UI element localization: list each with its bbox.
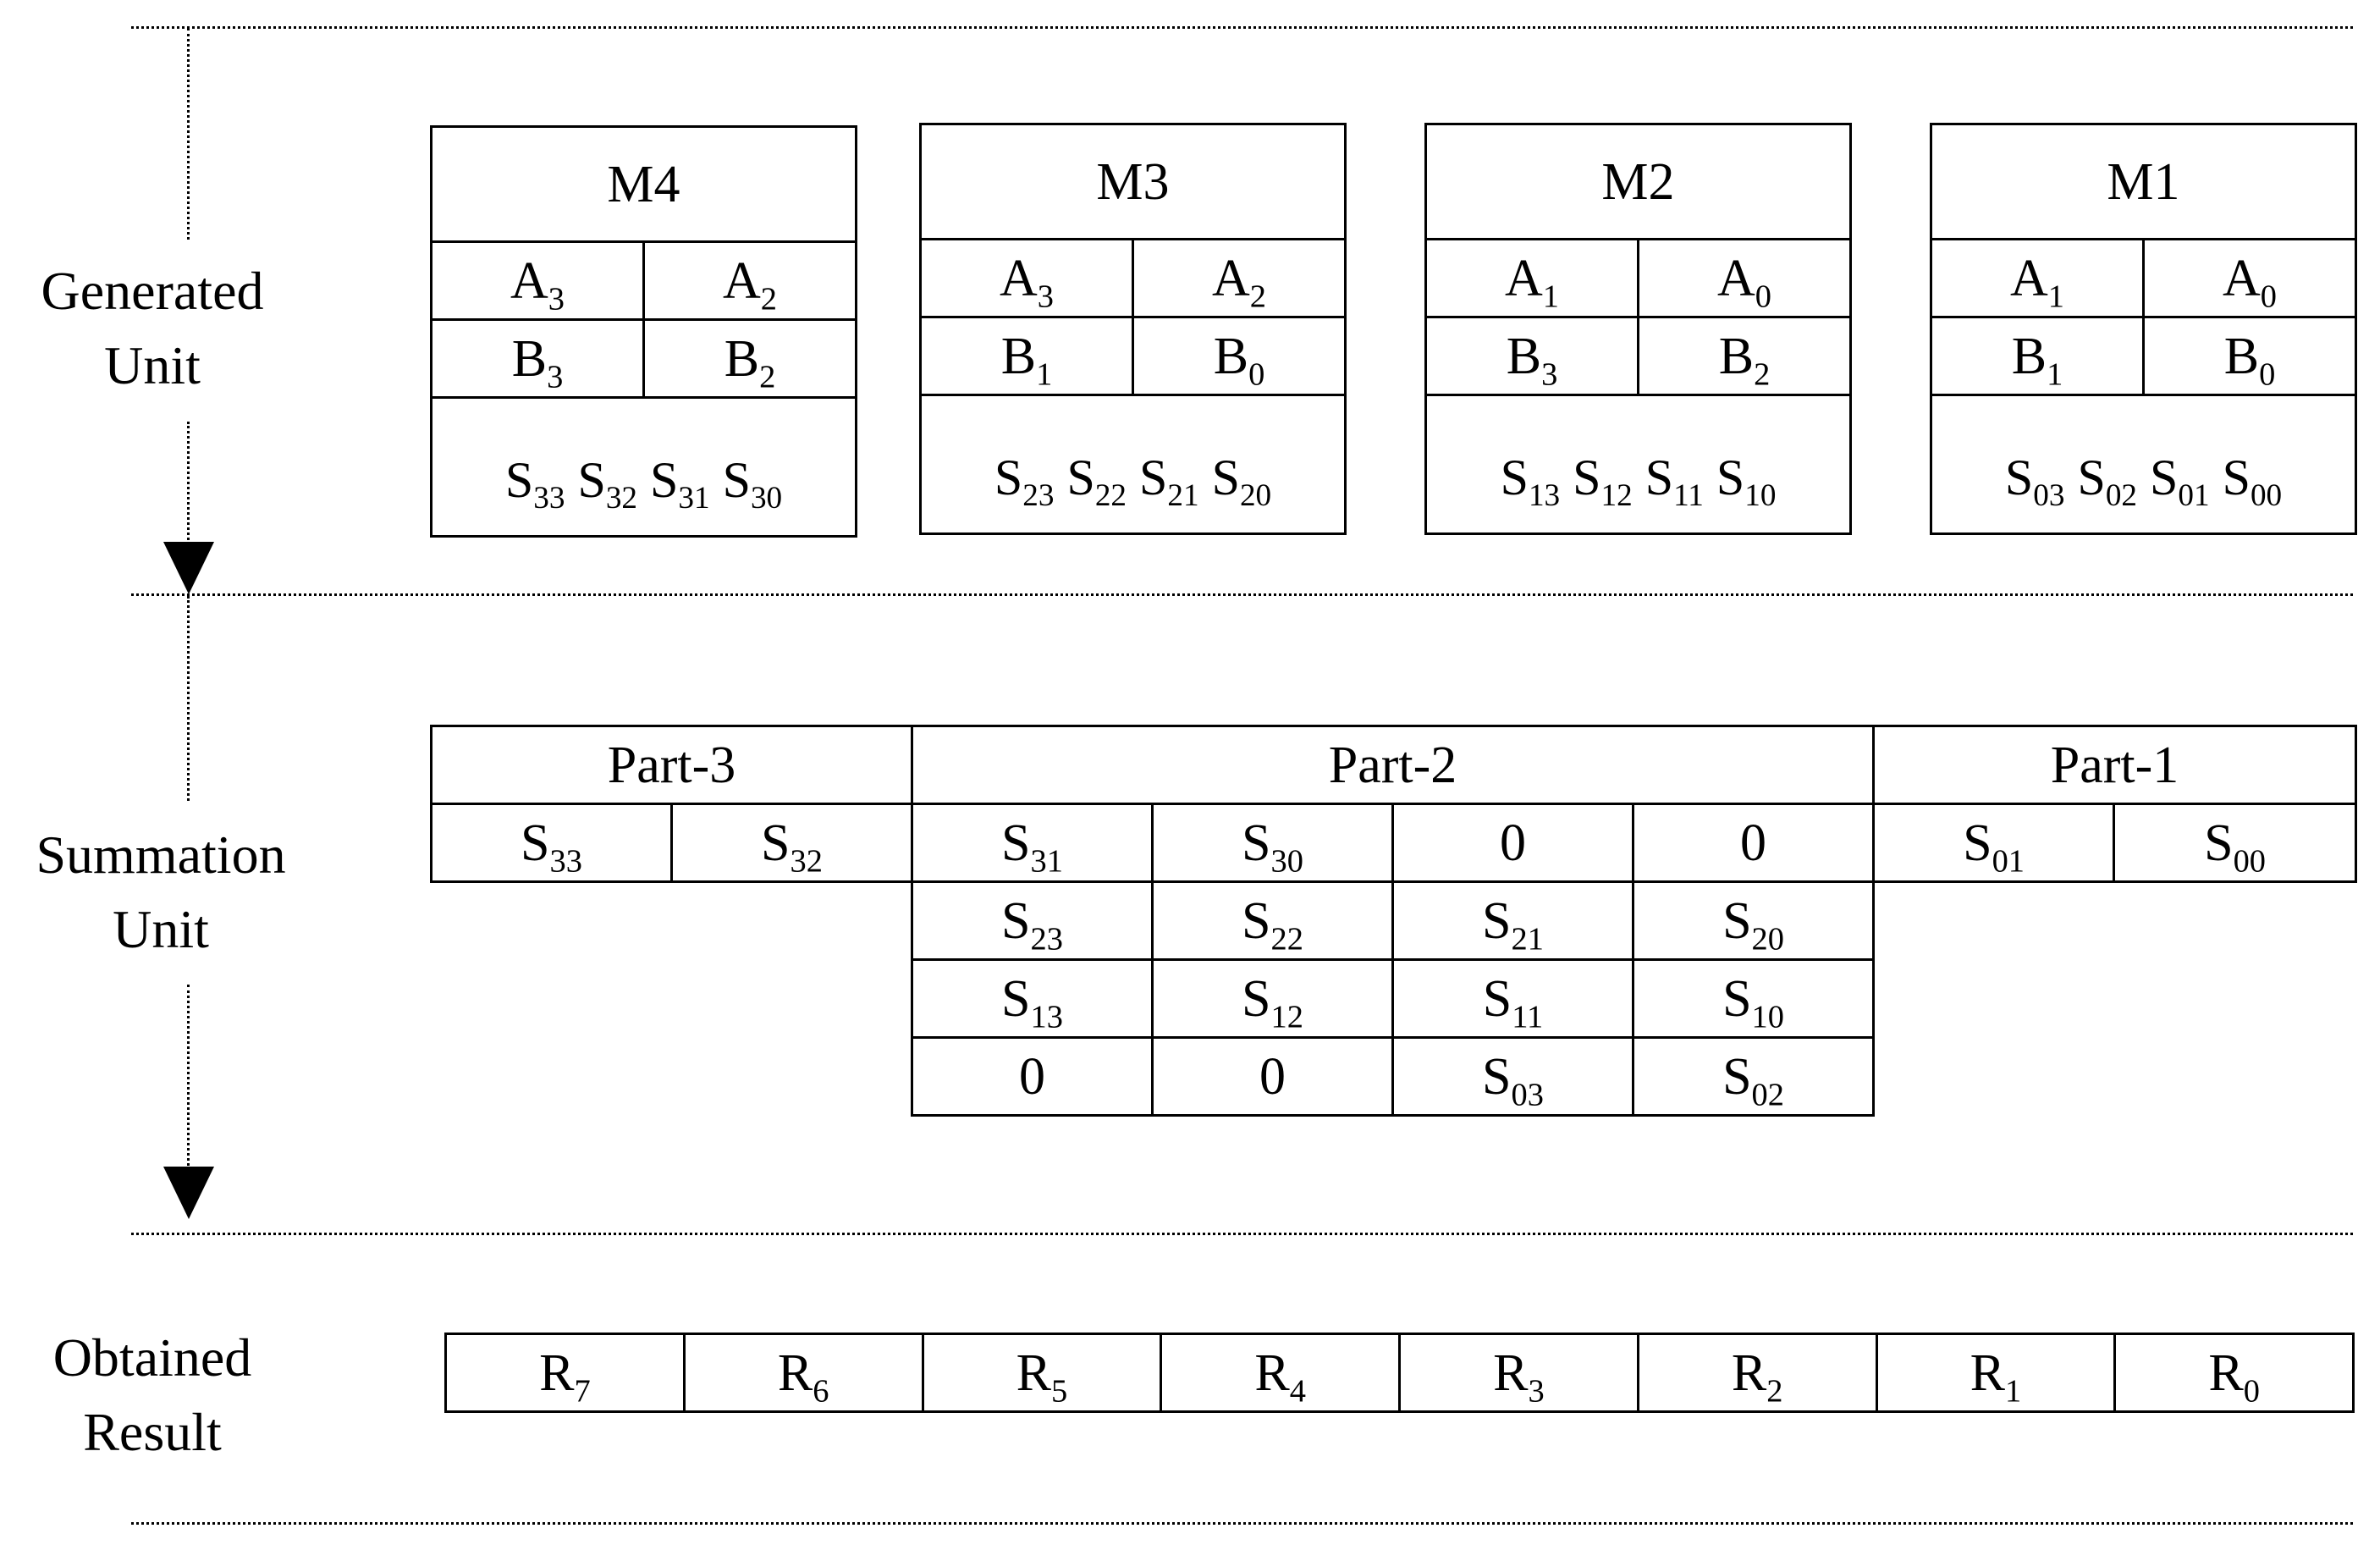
sum-term: $S_{32}$ (761, 814, 823, 879)
operand-a: $A_2$ (1212, 249, 1266, 314)
empty-cell (2114, 882, 2356, 960)
operand-b: $B_1$ (2011, 327, 2063, 392)
operand-cell (1133, 240, 1346, 317)
result-bit: $R_4$ (1254, 1344, 1306, 1409)
separator-generated-summation (131, 593, 2353, 596)
sum-term: $S_{21}$ (1482, 891, 1544, 957)
operand-b: $B_3$ (511, 329, 564, 395)
arrow-down-icon (163, 542, 214, 594)
sum-term: $S_{10}$ (1722, 969, 1784, 1035)
label-line: Generated (41, 261, 264, 321)
empty-cell (672, 882, 912, 960)
arrow-down-icon (163, 1167, 214, 1219)
operand-b: $B_2$ (724, 329, 776, 395)
operand-a: $A_0$ (2223, 249, 2277, 314)
module-title: M4 (432, 127, 857, 242)
partial-sum: $S_{33}$ (504, 451, 565, 516)
sum-term: $S_{31}$ (1001, 814, 1063, 879)
flow-line-1a (187, 28, 190, 240)
sum-cell (2114, 804, 2356, 882)
sum-cell (912, 882, 1153, 960)
sum-cell (912, 1038, 1153, 1116)
partial-sum: $S_{00}$ (2222, 449, 2283, 513)
module-m2 (1424, 123, 1852, 535)
operand-cell (644, 320, 857, 398)
operand-cell (2144, 240, 2356, 317)
partial-sum: $S_{32}$ (577, 451, 637, 516)
label-summation-unit (17, 818, 305, 967)
sum-term: $S_{13}$ (1001, 969, 1063, 1035)
sum-cell (1393, 1038, 1633, 1116)
sum-term: 0 (1259, 1047, 1286, 1106)
partial-sum: $S_{12}$ (1573, 449, 1633, 513)
sum-term: $S_{30}$ (1242, 814, 1303, 879)
partial-sum: $S_{10}$ (1716, 449, 1777, 513)
partial-sums-cell (1426, 395, 1851, 534)
operand-b: $B_0$ (2223, 327, 2276, 392)
partial-sums-cell (1931, 395, 2356, 534)
sum-term: $S_{03}$ (1482, 1047, 1544, 1112)
sum-term: 0 (1500, 814, 1526, 872)
sum-cell (1393, 882, 1633, 960)
sum-term: $S_{33}$ (521, 814, 582, 879)
flow-line-1b (187, 422, 190, 544)
label-obtained-result (17, 1321, 288, 1470)
partial-sum: $S_{23}$ (994, 449, 1055, 513)
operand-b: $B_0$ (1213, 327, 1265, 392)
empty-cell (672, 960, 912, 1038)
operand-cell (644, 242, 857, 320)
result-bit: $R_5$ (1016, 1344, 1068, 1409)
operand-cell (921, 240, 1133, 317)
sum-cell (1633, 882, 1874, 960)
sum-term: $S_{12}$ (1242, 969, 1303, 1035)
partial-sum: $S_{02}$ (2077, 449, 2137, 513)
sum-term: $S_{22}$ (1242, 891, 1303, 957)
sum-term: $S_{23}$ (1001, 891, 1063, 957)
empty-cell (432, 882, 672, 960)
sum-term: 0 (1019, 1047, 1045, 1106)
module-m3 (919, 123, 1347, 535)
sum-term: 0 (1740, 814, 1767, 872)
operand-cell (1639, 317, 1851, 395)
part-header-2: Part-2 (912, 726, 1874, 804)
operand-a: $A_3$ (1000, 249, 1054, 314)
sum-cell (1153, 960, 1393, 1038)
sum-cell (1633, 960, 1874, 1038)
sum-cell (1874, 804, 2114, 882)
empty-cell (432, 960, 672, 1038)
separator-top (131, 26, 2353, 29)
label-line: Unit (113, 899, 209, 959)
operand-cell (921, 317, 1133, 395)
module-title: M1 (1931, 124, 2356, 240)
result-cell (1876, 1334, 2115, 1412)
operand-cell (2144, 317, 2356, 395)
empty-cell (672, 1038, 912, 1116)
flow-line-2a (187, 596, 190, 801)
partial-sum: $S_{30}$ (722, 451, 783, 516)
result-cell (1638, 1334, 1876, 1412)
empty-cell (2114, 960, 2356, 1038)
partial-sums-cell (432, 398, 857, 537)
operand-a: $A_1$ (2010, 249, 2064, 314)
sum-term: $S_{02}$ (1722, 1047, 1784, 1112)
sum-term: $S_{20}$ (1722, 891, 1784, 957)
partial-sum: $S_{31}$ (650, 451, 710, 516)
module-title: M2 (1426, 124, 1851, 240)
sum-term: $S_{00}$ (2204, 814, 2266, 879)
label-line: Obtained (52, 1327, 252, 1388)
flow-line-2b (187, 985, 190, 1171)
operand-b: $B_2$ (1718, 327, 1771, 392)
separator-bottom (131, 1522, 2353, 1525)
module-m1 (1930, 123, 2357, 535)
result-cell (446, 1334, 685, 1412)
operand-cell (432, 320, 644, 398)
partial-sum: $S_{01}$ (2150, 449, 2210, 513)
sum-cell (1633, 1038, 1874, 1116)
label-generated-unit (17, 254, 288, 403)
label-line: Unit (104, 335, 201, 395)
operand-b: $B_1$ (1000, 327, 1053, 392)
sum-cell (1393, 804, 1633, 882)
sum-cell (1153, 882, 1393, 960)
operand-a: $A_0$ (1717, 249, 1771, 314)
label-line: Result (83, 1402, 222, 1462)
partial-sums-cell (921, 395, 1346, 534)
sum-cell (1633, 804, 1874, 882)
operand-a: $A_1$ (1505, 249, 1559, 314)
result-bit: $R_3$ (1493, 1344, 1545, 1409)
operand-cell (1426, 317, 1639, 395)
operand-cell (1426, 240, 1639, 317)
operand-cell (1931, 317, 2144, 395)
empty-cell (1874, 960, 2114, 1038)
partial-sum: $S_{11}$ (1645, 449, 1704, 513)
sum-cell (1153, 1038, 1393, 1116)
part-header-3: Part-3 (432, 726, 912, 804)
sum-cell (912, 960, 1153, 1038)
partial-sum: $S_{13}$ (1500, 449, 1561, 513)
result-cell (684, 1334, 923, 1412)
partial-sum: $S_{21}$ (1139, 449, 1199, 513)
operand-cell (432, 242, 644, 320)
partial-sum: $S_{20}$ (1211, 449, 1272, 513)
result-bit: $R_6$ (777, 1344, 829, 1409)
empty-cell (1874, 1038, 2114, 1116)
sum-cell (912, 804, 1153, 882)
sum-cell (1393, 960, 1633, 1038)
summation-table (430, 725, 2357, 1117)
operand-cell (1133, 317, 1346, 395)
module-title: M3 (921, 124, 1346, 240)
empty-cell (1874, 882, 2114, 960)
partial-sum: $S_{03}$ (2004, 449, 2065, 513)
result-bit: $R_7$ (539, 1344, 591, 1409)
result-bit: $R_0$ (2208, 1344, 2260, 1409)
operand-b: $B_3$ (1506, 327, 1558, 392)
sum-term: $S_{01}$ (1963, 814, 2025, 879)
label-line: Summation (36, 825, 286, 885)
sum-term: $S_{11}$ (1482, 969, 1544, 1035)
empty-cell (432, 1038, 672, 1116)
module-m4 (430, 125, 857, 538)
part-header-1: Part-1 (1874, 726, 2356, 804)
empty-cell (2114, 1038, 2356, 1116)
sum-cell (432, 804, 672, 882)
result-cell (2115, 1334, 2354, 1412)
result-cell (923, 1334, 1161, 1412)
sum-cell (672, 804, 912, 882)
operand-a: $A_2$ (723, 251, 777, 317)
result-bit: $R_2$ (1731, 1344, 1783, 1409)
result-bit: $R_1$ (1970, 1344, 2022, 1409)
operand-a: $A_3$ (510, 251, 565, 317)
separator-summation-result (131, 1233, 2353, 1235)
operand-cell (1931, 240, 2144, 317)
operand-cell (1639, 240, 1851, 317)
result-cell (1161, 1334, 1400, 1412)
partial-sum: $S_{22}$ (1066, 449, 1127, 513)
result-table (444, 1333, 2355, 1413)
sum-cell (1153, 804, 1393, 882)
result-cell (1400, 1334, 1639, 1412)
